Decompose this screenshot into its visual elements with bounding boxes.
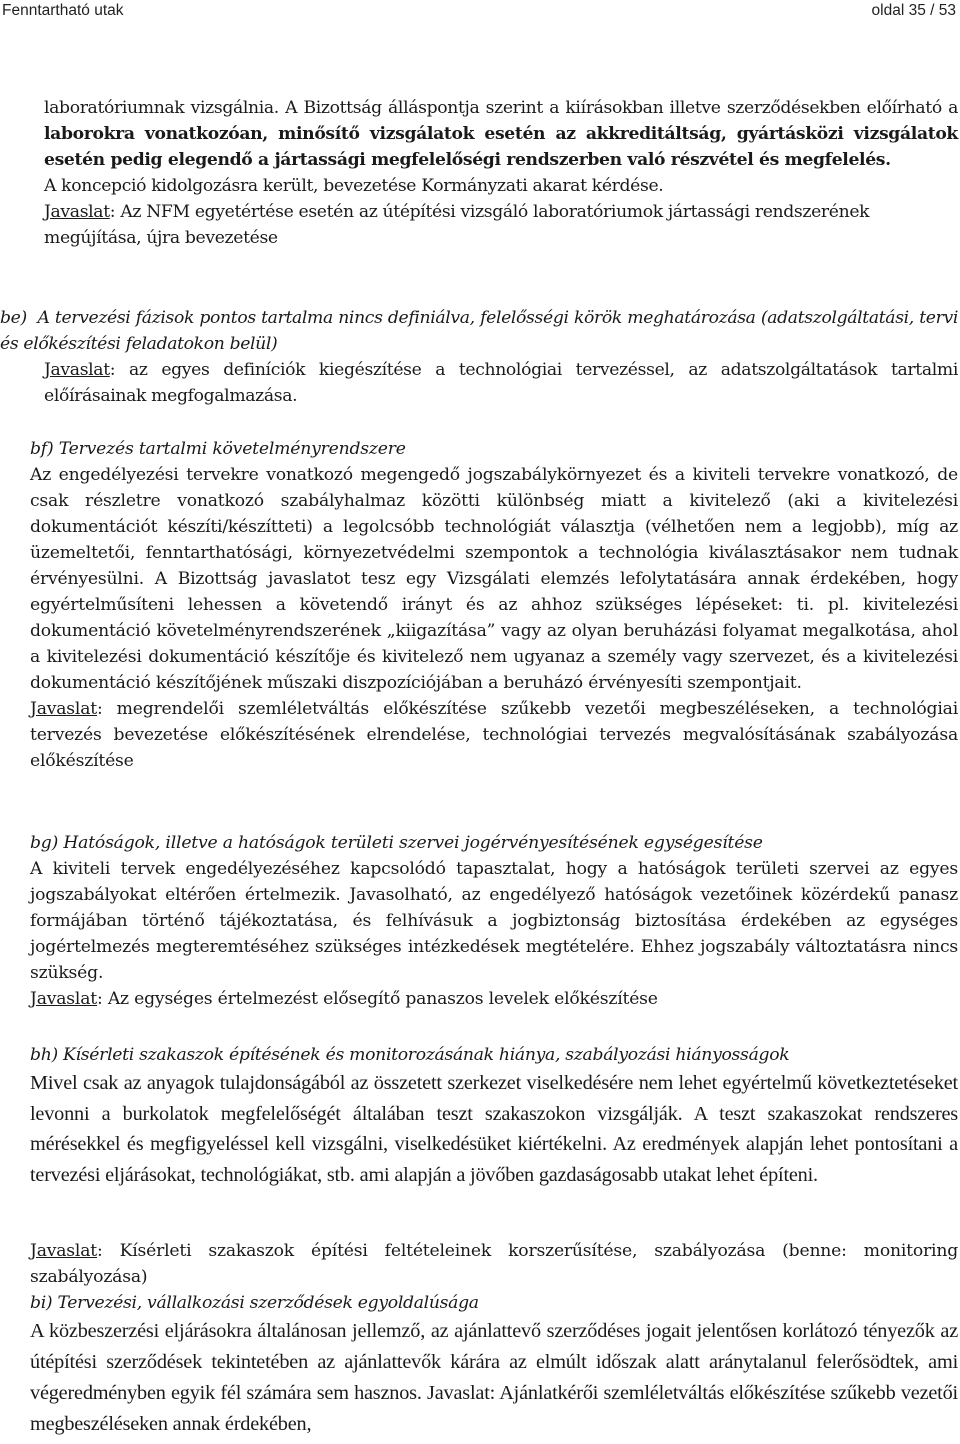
- proposal-text: : az egyes definíciók kiegészítése a technológiai tervezéssel, az adatszolgáltatások tartalmi előírásainak megfogalmazása.: [44, 360, 958, 406]
- proposal-label: Javaslat: [30, 1241, 97, 1261]
- section-bh-header: [30, 1042, 958, 1068]
- section-be-label: be): [0, 308, 27, 328]
- section-be-title: A tervezési fázisok pontos tartalma nincs definiálva, felelősségi körök meghatározása (adatszolgáltatási, tervi és előkészítési feladatokon belül): [0, 308, 958, 354]
- section-bh-proposal: [30, 1238, 958, 1290]
- document-title: Fenntartható utak: [2, 2, 124, 19]
- section-bf-body: Az engedélyezési tervekre vonatkozó megengedő jogszabálykörnyezet és a kiviteli tervekre vonatkozó, de csak részletre vonatkozó szabályhalmaz közötti különbség miatt a kivitelező (aki a kivitelezési dokumentációt készíti/készítteti) a legolcsóbb technológiát választja (vélhetően nem a legjobb), míg az üzemeltetői, fenntarthatósági, környezetvédelmi szempontok a technológia kiválasztásakor nem tudnak érvényesülni. A Bizottság javaslatot tesz egy Vizsgálati elemzés lefolytatására annak érdekében, hogy egyértelműsíteni lehessen a követendő irányt és az ahhoz szükséges lépéseket: ti. pl. kivitelezési dokumentáció követelményrendszerének „kiigazítása” vagy az olyan beruházási folyamat megalkotása, ahol a kivitelezési dokumentáció készítője és kivitelező nem ugyanaz a személy vagy szervezet, és a kivitelezési dokumentáció készítőjének műszaki diszpozíciójában a beruházó érvényesíti szempontjait.: [30, 465, 958, 693]
- lab-paragraph-start: laboratóriumnak vizsgálnia. A Bizottság álláspontja szerint a kiírásokban illetve szerződésekben előírható a: [44, 98, 958, 118]
- section-bg: [30, 830, 958, 1012]
- section-bf-heading: bf) Tervezés tartalmi követelményrendszere: [30, 439, 406, 459]
- section-bh-heading: bh) Kísérleti szakaszok építésének és monitorozásának hiánya, szabályozási hiányosságok: [30, 1045, 790, 1065]
- proposal-label: Javaslat: [44, 202, 110, 222]
- proposal-label: Javaslat: [30, 699, 97, 719]
- section-bh-body: Mivel csak az anyagok tulajdonságából az összetett szerkezet viselkedésére nem lehet egyértelmű következtetéseket levonni a burkolatok megfelelőségét általában teszt szakaszokon vizsgálják. A teszt szakaszokat rendszeres mérésekkel és megfigyeléssel kell vizsgálni, viselkedésüket kiértékelni. Az eredmények alapján lehet pontosítani a tervezési eljárásokat, technológiákat, stb. ami alapján a jövőben gazdaságosabb utakat lehet építeni.: [30, 1072, 958, 1186]
- proposal-text: : Az NFM egyetértése esetén az útépítési vizsgáló laboratóriumok jártassági rendszerének megújítása, újra bevezetése: [44, 202, 870, 248]
- section-bi-header: [30, 1290, 958, 1316]
- section-bi-body-block: [30, 1316, 958, 1440]
- proposal-label: Javaslat: [30, 989, 97, 1009]
- proposal-label: Javaslat: [44, 360, 110, 380]
- section-bi-body: A közbeszerzési eljárásokra általánosan jellemző, az ajánlattevő szerződéses jogait jelentősen korlátozó tényezők az útépítési szerződések tekintetében az ajánlattevők kárára az elmúlt időszak alatt aránytalanul felerősödtek, ami végeredményben egyik fél számára sem hasznos. Javaslat: Ajánlatkérői szemléletváltás előkészítése szűkebb vezetői megbeszéléseken annak érdekében,: [30, 1320, 958, 1435]
- section-bg-body: A kiviteli tervek engedélyezéséhez kapcsolódó tapasztalat, hogy a hatóságok területi szervei az egyes jogszabályokat eltérően értelmezik. Javasolható, az engedélyező hatóságok vezetőinek közérdekű panasz formájában történő tájékoztatása, és felhívásuk a jogbiztonság biztosítása érdekében az egységes jogértelmezés megteremtéséhez szükséges intézkedések megtételére. Ehhez jogszabály változtatásra nincs szükség.: [30, 859, 958, 983]
- section-be-heading: [0, 305, 958, 357]
- section-bi-heading: bi) Tervezési, vállalkozási szerződések egyoldalúsága: [30, 1293, 479, 1313]
- lab-proposal: [44, 199, 958, 251]
- lab-paragraph: [44, 95, 958, 173]
- section-bh-body-block: [30, 1068, 958, 1190]
- lab-paragraph-bold: laborokra vonatkozóan, minősítő vizsgálatok esetén az akkreditáltság, gyártásközi vizsgálatok esetén pedig elegendő a jártassági megfelelőségi rendszerben való részvétel és megfelelés.: [44, 124, 958, 170]
- page-header: [0, 0, 960, 24]
- section-bh-proposal-block: [30, 1238, 958, 1290]
- section-be: [0, 305, 958, 409]
- section-bg-heading: bg) Hatóságok, illetve a hatóságok területi szervei jogérvényesítésének egységesítése: [30, 833, 763, 853]
- section-bf: [30, 436, 958, 774]
- section-be-proposal: [44, 357, 958, 409]
- lab-section: [44, 95, 958, 251]
- section-bg-proposal: [30, 986, 958, 1012]
- page-number: oldal 35 / 53: [871, 2, 956, 19]
- proposal-text: : megrendelői szemléletváltás előkészítése szűkebb vezetői megbeszéléseken, a technológiai tervezés bevezetése előkészítésének elrendelése, technológiai tervezés megvalósításának szabályozása előkészítése: [30, 699, 958, 771]
- section-bf-proposal: [30, 696, 958, 774]
- proposal-text: : Kísérleti szakaszok építési feltételeinek korszerűsítése, szabályozása (benne: monitoring szabályozása): [30, 1241, 958, 1287]
- concept-paragraph: A koncepció kidolgozásra került, bevezetése Kormányzati akarat kérdése.: [44, 176, 664, 196]
- proposal-text: : Az egységes értelmezést elősegítő panaszos levelek előkészítése: [96, 989, 658, 1009]
